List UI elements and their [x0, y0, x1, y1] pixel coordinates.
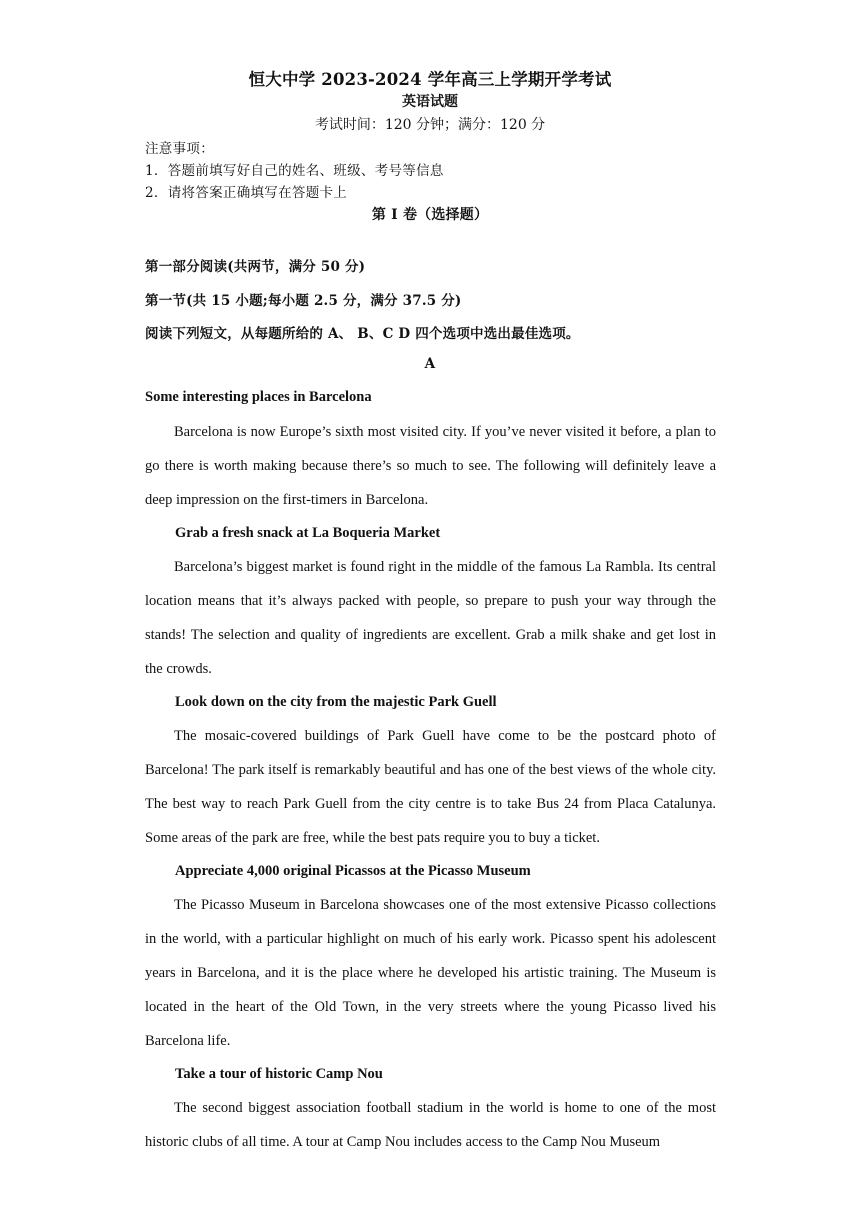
passage-title: Some interesting places in Barcelona — [145, 389, 372, 405]
section-title: 第一节(共 15 小题;每小题 2.5 分，满分 37.5 分) — [145, 293, 462, 309]
section-heading: Look down on the city from the majestic Park Guell — [175, 694, 497, 710]
section-paragraph: The second biggest association football stadium in the world is home to one of the most historic clubs of all time. A tour at Camp Nou includes access to the Camp Nou Museum — [145, 1100, 716, 1150]
notes-label: 注意事项： — [145, 141, 214, 157]
passage-intro: Barcelona is now Europe’s sixth most visited city. If you’ve never visited it before, a plan to go there is worth making because there’s so much to see. The following will definitely leave a deep impression on the first-timers in Barcelona. — [145, 424, 716, 508]
section-paragraph: The Picasso Museum in Barcelona showcases one of the most extensive Picasso collections in the world, with a particular highlight on much of his early work. Picasso spent his adolescent years in Barcelona, and it is the place where he developed his artistic training. The Museum is located in the heart of the Old Town, in the very streets where the young Picasso lived his Barcelona life. — [145, 897, 716, 1049]
note-item: 1．答题前填写好自己的姓名、班级、考号等信息 — [145, 163, 444, 179]
exam-info: 考试时间：120 分钟；满分：120 分 — [314, 117, 546, 133]
exam-subject: 英语试题 — [402, 94, 458, 110]
exam-title: 恒大中学 2023-2024 学年高三上学期开学考试 — [248, 70, 612, 89]
section-heading: Take a tour of historic Camp Nou — [175, 1066, 383, 1082]
section-paragraph: Barcelona’s biggest market is found right in the middle of the famous La Rambla. Its central location means that it’s always packed with people, so prepare to push your way through the stands! The selection and quality of ingredients are excellent. Grab a milk shake and get lost in the crowds. — [145, 559, 716, 677]
section-heading: Grab a fresh snack at La Boqueria Market — [175, 525, 441, 541]
section-paragraph: The mosaic-covered buildings of Park Guell have come to be the postcard photo of Barcelona! The park itself is remarkably beautiful and has one of the best views of the whole city. The best way to reach Park Guell from the city centre is to take Bus 24 from Placa Catalunya. Some areas of the park are free, while the best pats require you to buy a ticket. — [145, 728, 716, 846]
instruction-text: 阅读下列短文，从每题所给的 A、 B、C D 四个选项中选出最佳选项。 — [145, 326, 580, 342]
note-item: 2．请将答案正确填写在答题卡上 — [145, 185, 348, 201]
volume-title: 第 I 卷（选择题） — [371, 207, 489, 223]
section-heading: Appreciate 4,000 original Picassos at the Picasso Museum — [175, 863, 531, 879]
part-title: 第一部分阅读(共两节，满分 50 分) — [145, 259, 366, 275]
passage-label: A — [424, 356, 436, 372]
